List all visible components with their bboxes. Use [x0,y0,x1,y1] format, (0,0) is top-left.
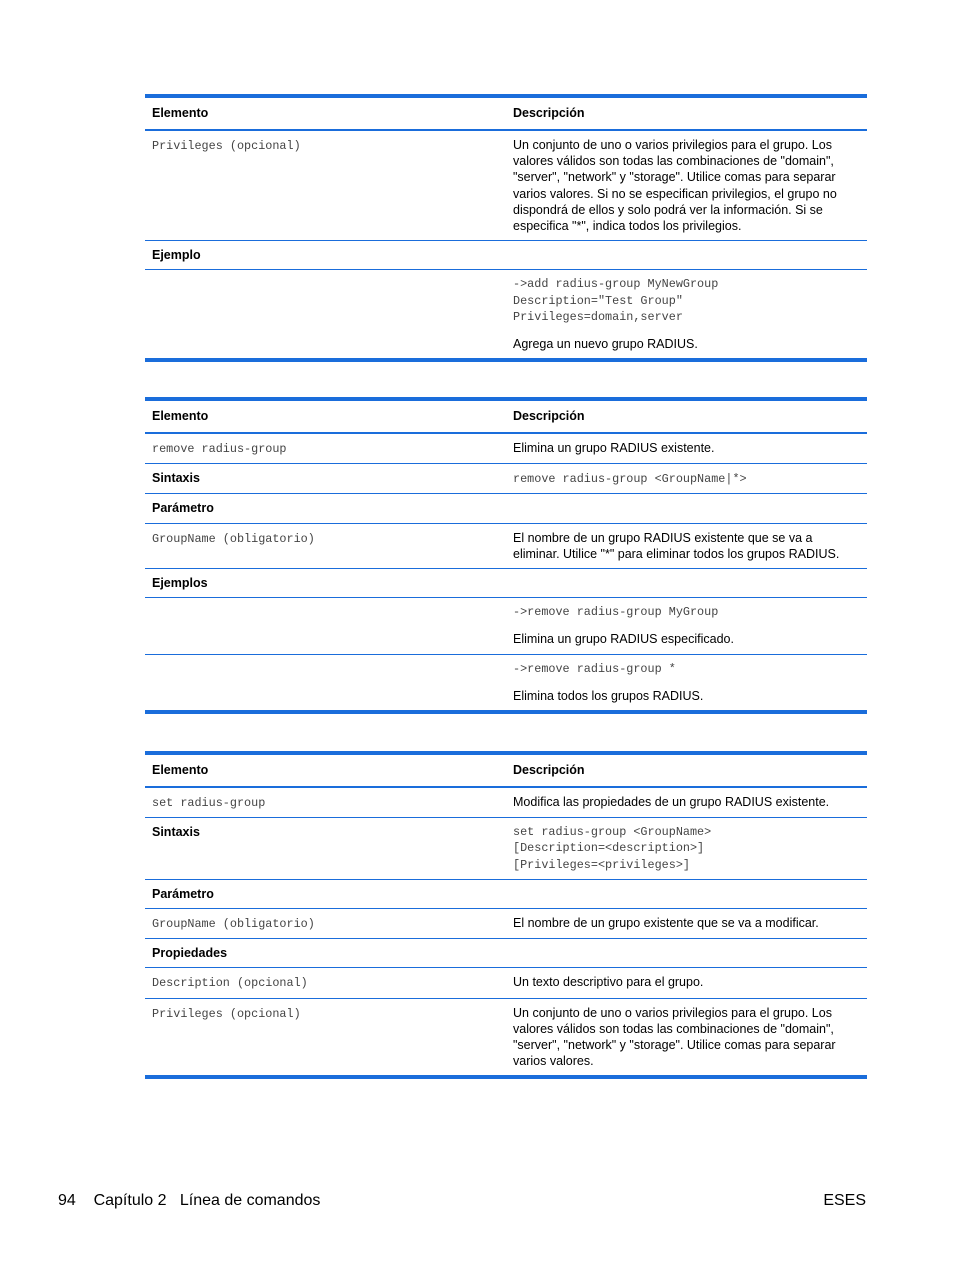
section-row [145,241,867,270]
column-header-elemento: Elemento [145,753,506,787]
parameter-description: El nombre de un grupo existente que se va a modificar. [506,909,867,939]
column-header-descripcion: Descripción [506,96,867,130]
table-row [145,130,867,241]
section-label: Parámetro [145,879,506,908]
column-header-elemento: Elemento [145,399,506,433]
command-name: remove radius-group [152,442,287,456]
column-header-descripcion: Descripción [506,753,867,787]
example-code: ->remove radius-group * [513,661,676,676]
example-code: ->add radius-group MyNewGroup Description="Test Group" Privileges=domain,server [513,277,719,324]
table-header-row [145,96,867,130]
example-code: ->remove radius-group MyGroup [513,605,719,620]
example-row [145,598,867,654]
table-row [145,523,867,568]
property-description: Un conjunto de uno o varios privilegios para el grupo. Los valores válidos son todas las combinaciones de "domain", "server", "network" y "storage". Utilice comas para separar varios valores. [506,998,867,1077]
command-name: set radius-group [152,796,266,810]
command-description: Elimina un grupo RADIUS existente. [506,433,867,464]
section-label: Parámetro [145,494,506,523]
property-name: Description (opcional) [152,976,308,991]
table-header-row [145,399,867,433]
column-header-elemento: Elemento [145,96,506,130]
parameter-name: GroupName (obligatorio) [152,531,315,546]
syntax-label: Sintaxis [145,464,506,494]
column-header-descripcion: Descripción [506,399,867,433]
table-row [145,968,867,998]
parameter-name: GroupName (obligatorio) [152,917,315,932]
section-label: Ejemplo [145,241,506,270]
table-row [145,909,867,939]
syntax-code: remove radius-group <GroupName|*> [513,472,747,487]
footer-locale: ESES [823,1192,866,1209]
table-row [145,998,867,1077]
footer-page-chapter: 94 Capítulo 2 Línea de comandos [58,1192,321,1209]
table-set-radius-group [145,751,867,1079]
property-description: Un texto descriptivo para el grupo. [506,968,867,998]
element-name: Privileges (opcional) [152,139,301,153]
table-header-row [145,753,867,787]
example-description: Agrega un nuevo grupo RADIUS. [513,337,698,352]
example-row [145,270,867,360]
section-row [145,569,867,598]
example-description: Elimina un grupo RADIUS especificado. [513,632,734,647]
table-row [145,433,867,464]
property-name: Privileges (opcional) [152,1006,301,1021]
element-description: Un conjunto de uno o varios privilegios para el grupo. Los valores válidos son todas las combinaciones de "domain", "server", "network" y "storage". Utilice comas para separar varios valores. Si no se especifican privilegios, el grupo no dispondrá de ellos y solo podrá ver la información. Si se especifica "*", indica todos los privilegios. [506,130,867,241]
section-row [145,939,867,968]
section-row [145,494,867,523]
table-row [145,787,867,818]
syntax-label: Sintaxis [145,818,506,880]
syntax-row [145,464,867,494]
command-description: Modifica las propiedades de un grupo RADIUS existente. [506,787,867,818]
table-add-radius-group-continued [145,94,867,362]
syntax-code: set radius-group <GroupName> [Description=<description>] [Privileges=<privileges>] [513,825,712,872]
section-label: Propiedades [145,939,506,968]
example-description: Elimina todos los grupos RADIUS. [513,688,704,703]
section-label: Ejemplos [145,569,506,598]
example-row [145,654,867,712]
table-remove-radius-group [145,397,867,714]
syntax-row [145,818,867,880]
parameter-description: El nombre de un grupo RADIUS existente que se va a eliminar. Utilice "*" para eliminar todos los grupos RADIUS. [506,523,867,568]
section-row [145,879,867,908]
